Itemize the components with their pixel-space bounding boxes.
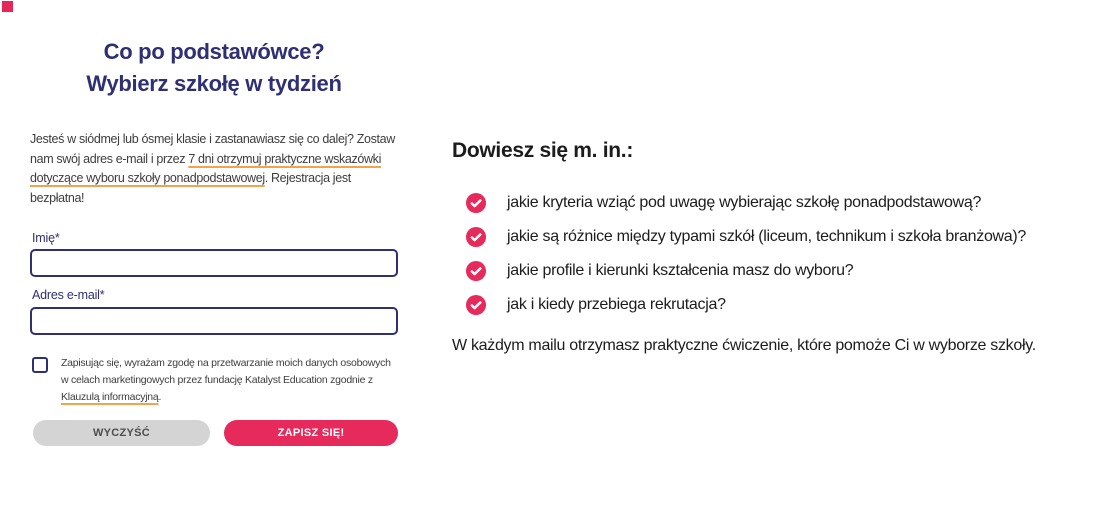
- page-title: [30, 36, 398, 100]
- check-circle-icon: [466, 193, 486, 213]
- submit-button[interactable]: ZAPISZ SIĘ!: [224, 420, 398, 446]
- benefit-item-text: jakie są różnice między typami szkół (liceum, technikum i szkoła branżowa)?: [507, 228, 1027, 245]
- email-input[interactable]: [30, 307, 398, 335]
- name-field-label: Imię*: [32, 231, 60, 245]
- name-input[interactable]: [30, 249, 398, 277]
- consent-checkbox[interactable]: [32, 357, 48, 373]
- consent-label: [61, 355, 398, 406]
- check-circle-icon: [466, 295, 486, 315]
- email-field-label: Adres e-mail*: [32, 288, 105, 302]
- consent-text-after: .: [158, 391, 162, 403]
- intro-text-after: . Rejestracja jest bezpłatna!: [30, 171, 351, 205]
- signup-form-panel: [30, 0, 398, 507]
- benefit-item: [466, 254, 1026, 288]
- course-details-link[interactable]: 7 dni otrzymuj praktyczne wskazówki dotyczące wyboru szkoły ponadpodstawowej: [30, 151, 381, 185]
- consent-text-before: Zapisując się, wyrażam zgodę na przetwarzanie moich danych osobowych w celach marketingowych przez fundację Katalyst Education zgodnie z: [61, 357, 391, 386]
- form-actions: [33, 420, 398, 446]
- benefit-item-text: jakie kryteria wziąć pod uwagę wybierając szkołę ponadpodstawową?: [507, 194, 982, 211]
- information-clause-link[interactable]: Klauzulą informacyjną: [61, 391, 159, 403]
- benefit-item: [466, 186, 1026, 220]
- intro-paragraph: [30, 130, 398, 208]
- benefits-heading: Dowiesz się m. in.:: [452, 139, 634, 162]
- benefit-item: [466, 220, 1026, 254]
- benefits-list: [466, 186, 1026, 322]
- corner-accent-mark: [2, 1, 13, 12]
- clear-button[interactable]: WYCZYŚĆ: [33, 420, 210, 446]
- page-title-line2: Wybierz szkołę w tydzień: [86, 71, 342, 96]
- benefit-item: [466, 288, 1026, 322]
- check-circle-icon: [466, 227, 486, 247]
- check-circle-icon: [466, 261, 486, 281]
- consent-row: [32, 355, 398, 406]
- closing-paragraph: W każdym mailu otrzymasz praktyczne ćwiczenie, które pomoże Ci w wyborze szkoły.: [452, 337, 1036, 354]
- benefit-item-text: jak i kiedy przebiega rekrutacja?: [507, 296, 726, 313]
- benefits-panel: [452, 0, 1098, 507]
- benefit-item-text: jakie profile i kierunki kształcenia masz do wyboru?: [507, 262, 854, 279]
- intro-text-before: Jesteś w siódmej lub ósmej klasie i zastanawiasz się co dalej? Zostaw nam swój adres e-mail i przez: [30, 132, 395, 166]
- page-title-line1: Co po podstawówce?: [103, 39, 325, 64]
